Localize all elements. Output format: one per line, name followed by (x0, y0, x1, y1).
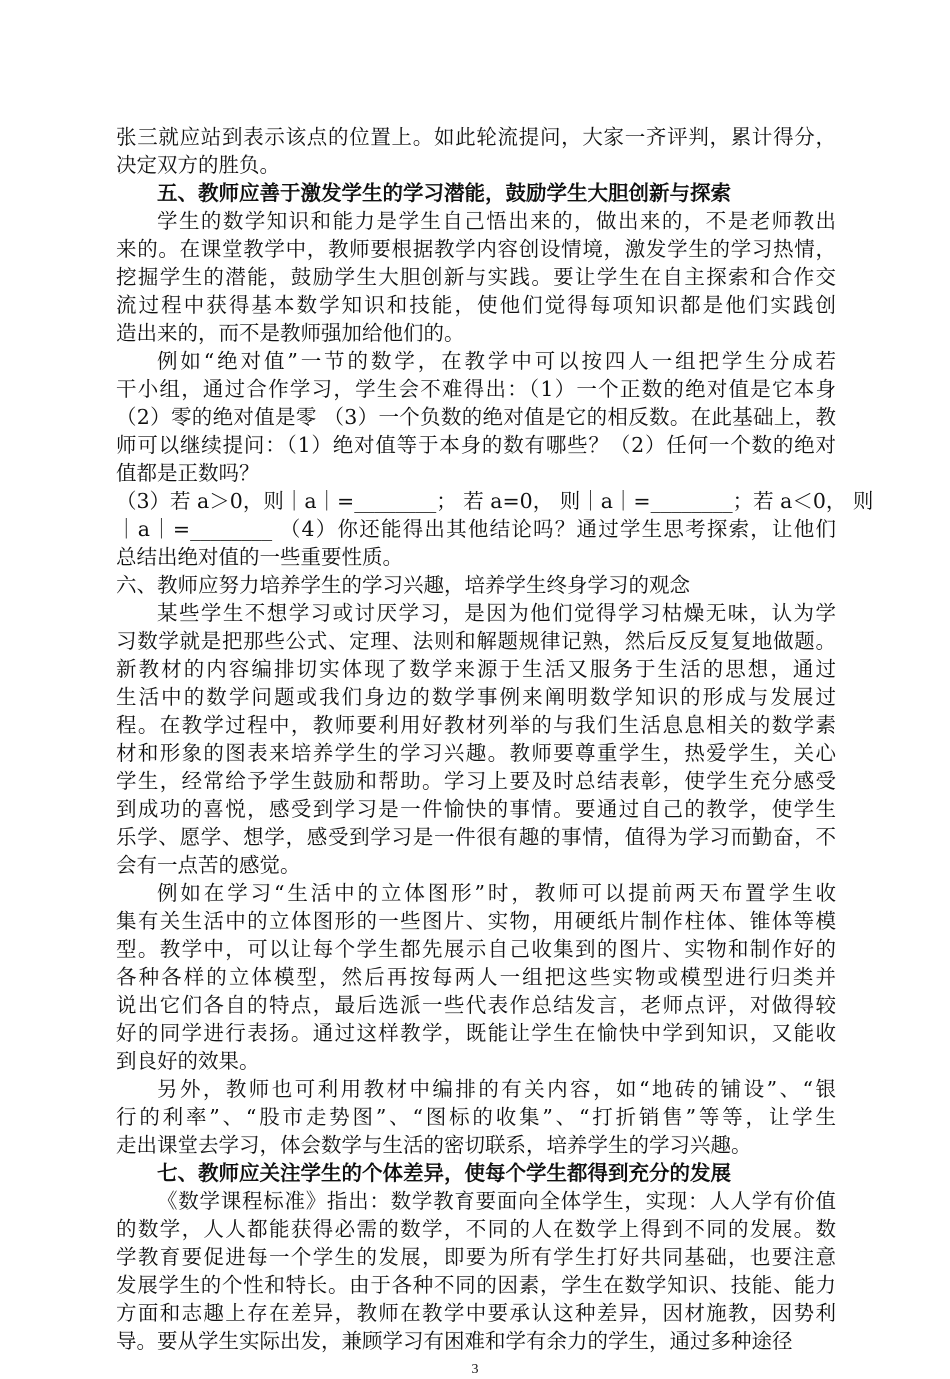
text-line: （3）若 a＞0，则｜a｜=________； 若 a=0， 则｜a｜=________；若 a＜0， 则 (116, 489, 874, 513)
text-line: 会有一点苦的感觉。 (116, 853, 301, 877)
text-line: 学生的数学知识和能力是学生自己悟出来的，做出来的，不是老师教出 (157, 209, 836, 233)
text-line: 乐学、愿学、想学，感受到学习是一件很有趣的事情，值得为学习而勤奋，不 (116, 825, 836, 849)
text-line: 的数学，人人都能获得必需的数学，不同的人在数学上得到不同的发展。数 (116, 1217, 836, 1241)
text-line: 方面和志趣上存在差异，教师在教学中要承认这种差异，因材施教，因势利 (116, 1301, 836, 1325)
text-line: 到良好的效果。 (116, 1049, 260, 1073)
text-line: 《数学课程标准》指出：数学教育要面向全体学生，实现：人人学有价值 (157, 1189, 836, 1213)
text-line: 型。教学中，可以让每个学生都先展示自己收集到的图片、实物和制作好的 (116, 937, 836, 961)
text-line: （2）零的绝对值是零 （3）一个负数的绝对值是它的相反数。在此基础上，教 (116, 405, 836, 429)
section-heading: 五、教师应善于激发学生的学习潜能，鼓励学生大胆创新与探索 (157, 181, 731, 205)
text-line: 各种各样的立体模型，然后再按每两人一组把这些实物或模型进行归类并 (116, 965, 836, 989)
section-heading: 六、教师应努力培养学生的学习兴趣，培养学生终身学习的观念 (116, 573, 690, 597)
text-line: 决定双方的胜负。 (116, 153, 280, 177)
text-line: 到成功的喜悦，感受到学习是一件愉快的事情。要通过自己的教学，使学生 (116, 797, 836, 821)
text-line: 导。要从学生实际出发，兼顾学习有困难和学有余力的学生，通过多种途径 (116, 1329, 793, 1353)
text-line: 程。在教学过程中，教师要利用好教材列举的与我们生活息息相关的数学素 (116, 713, 836, 737)
text-line: 另外，教师也可利用教材中编排的有关内容，如“地砖的铺设”、“银 (157, 1077, 836, 1101)
text-line: 发展学生的个性和特长。由于各种不同的因素，学生在数学知识、技能、能力 (116, 1273, 836, 1297)
text-line: 习数学就是把那些公式、定理、法则和解题规律记熟，然后反反复复地做题。 (116, 629, 836, 653)
text-line: ｜a｜=________ （4）你还能得出其他结论吗？通过学生思考探索，让他们 (116, 517, 836, 541)
text-line: 例如在学习“生活中的立体图形”时，教师可以提前两天布置学生收 (157, 881, 836, 905)
text-line: 学生，经常给予学生鼓励和帮助。学习上要及时总结表彰，使学生充分感受 (116, 769, 836, 793)
text-line: 集有关生活中的立体图形的一些图片、实物，用硬纸片制作柱体、锥体等模 (116, 909, 836, 933)
text-line: 某些学生不想学习或讨厌学习，是因为他们觉得学习枯燥无味，认为学 (157, 601, 836, 625)
text-line: 生活中的数学问题或我们身边的数学事例来阐明数学知识的形成与发展过 (116, 685, 836, 709)
text-line: 好的同学进行表扬。通过这样教学，既能让学生在愉快中学到知识，又能收 (116, 1021, 836, 1045)
text-line: 材和形象的图表来培养学生的学习兴趣。教师要尊重学生，热爱学生，关心 (116, 741, 836, 765)
text-line: 新教材的内容编排切实体现了数学来源于生活又服务于生活的思想，通过 (116, 657, 836, 681)
text-line: 走出课堂去学习，体会数学与生活的密切联系，培养学生的学习兴趣。 (116, 1133, 752, 1157)
text-line: 学教育要促进每一个学生的发展，即要为所有学生打好共同基础，也要注意 (116, 1245, 836, 1269)
text-line: 来的。在课堂教学中，教师要根据教学内容创设情境，激发学生的学习热情， (116, 237, 836, 261)
text-line: 流过程中获得基本数学知识和技能，使他们觉得每项知识都是他们实践创 (116, 293, 836, 317)
text-line: 值都是正数吗？ (116, 461, 260, 485)
text-line: 说出它们各自的特点，最后选派一些代表作总结发言，老师点评，对做得较 (116, 993, 836, 1017)
text-line: 张三就应站到表示该点的位置上。如此轮流提问，大家一齐评判，累计得分， (116, 125, 836, 149)
section-heading: 七、教师应关注学生的个体差异，使每个学生都得到充分的发展 (157, 1161, 731, 1185)
text-line: 干小组，通过合作学习，学生会不难得出：（1）一个正数的绝对值是它本身 (116, 377, 836, 401)
text-line: 例如“绝对值”一节的数学，在教学中可以按四人一组把学生分成若 (157, 349, 836, 373)
text-line: 行的利率”、“股市走势图”、“图标的收集”、“打折销售”等等，让学生 (116, 1105, 836, 1129)
page-number: 3 (471, 1362, 479, 1377)
text-line: 总结出绝对值的一些重要性质。 (116, 545, 403, 569)
text-line: 造出来的，而不是教师强加给他们的。 (116, 321, 465, 345)
text-line: 师可以继续提问：（1）绝对值等于本身的数有哪些？（2）任何一个数的绝对 (116, 433, 836, 457)
text-line: 挖掘学生的潜能，鼓励学生大胆创新与实践。要让学生在自主探索和合作交 (116, 265, 836, 289)
